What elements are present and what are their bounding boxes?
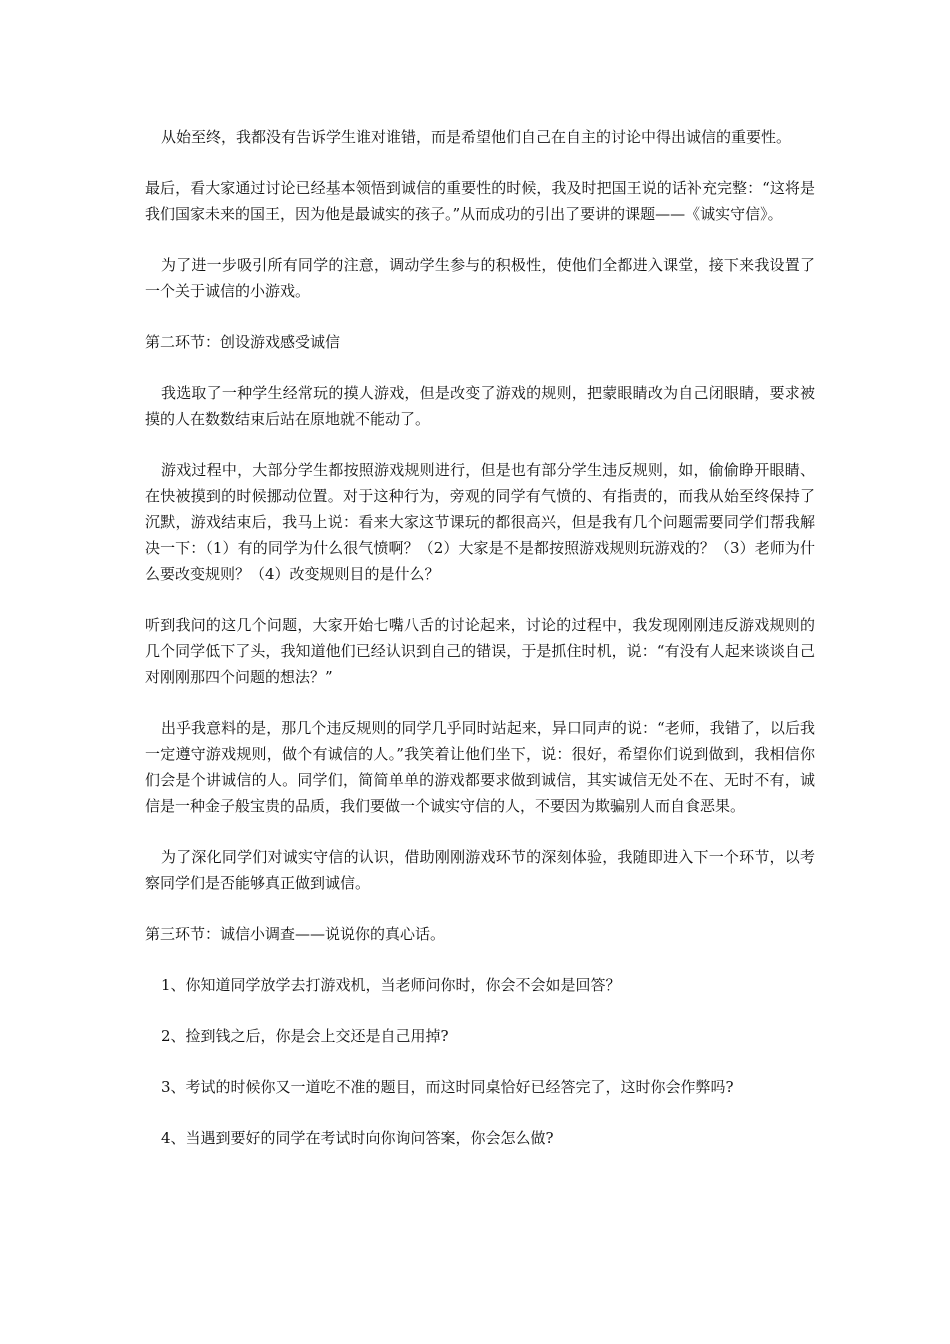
paragraph-gap: [145, 947, 815, 972]
paragraph-gap: [145, 690, 815, 715]
survey-question-3: 3、考试的时候你又一道吃不准的题目，而这时同桌恰好已经答完了，这时你会作弊吗?: [161, 1078, 734, 1096]
paragraph-gap: [145, 587, 815, 612]
paragraph-8: 为了深化同学们对诚实守信的认识，借助刚刚游戏环节的深刻体验，我随即进入下一个环节，以考察同学们是否能够真正做到诚信。: [145, 848, 815, 892]
survey-question-1: 1、你知道同学放学去打游戏机，当老师问你时，你会不会如是回答？: [161, 976, 621, 994]
paragraph-gap: [145, 896, 815, 921]
paragraph-gap: [145, 819, 815, 844]
paragraph-2: 最后，看大家通过讨论已经基本领悟到诚信的重要性的时候，我及时把国王说的话补充完整：“这将是我们国家未来的国王，因为他是最诚实的孩子。”从而成功的引出了要讲的课题——《诚实守信》。: [145, 179, 815, 223]
paragraph-1: 从始至终，我都没有告诉学生谁对谁错，而是希望他们自己在自主的讨论中得出诚信的重要性。: [161, 128, 792, 146]
paragraph-5: 游戏过程中，大部分学生都按照游戏规则进行，但是也有部分学生违反规则，如，偷偷睁开眼睛、在快被摸到的时候挪动位置。对于这种行为，旁观的同学有气愤的、有指责的，而我从始至终保持了沉默，游戏结束后，我马上说：看来大家这节课玩的都很高兴，但是我有几个问题需要同学们帮我解决一下：（1）有的同学为什么很气愤啊？（2）大家是不是都按照游戏规则玩游戏的？（3）老师为什么要改变规则？（4）改变规则目的是什么？: [145, 461, 815, 583]
paragraph-gap: [145, 304, 815, 329]
survey-question-2: 2、捡到钱之后，你是会上交还是自己用掉?: [161, 1027, 449, 1045]
paragraph-gap: [145, 227, 815, 252]
paragraph-gap: [145, 1100, 815, 1125]
section-heading-3: 第三环节：诚信小调查——说说你的真心话。: [145, 925, 446, 943]
paragraph-gap: [145, 998, 815, 1023]
paragraph-gap: [145, 1049, 815, 1074]
paragraph-4: 我选取了一种学生经常玩的摸人游戏，但是改变了游戏的规则，把蒙眼睛改为自己闭眼睛，要求被摸的人在数数结束后站在原地就不能动了。: [145, 384, 815, 428]
paragraph-3: 为了进一步吸引所有同学的注意，调动学生参与的积极性，使他们全都进入课堂，接下来我设置了一个关于诚信的小游戏。: [145, 256, 815, 300]
paragraph-7: 出乎我意料的是，那几个违反规则的同学几乎同时站起来，异口同声的说：“老师，我错了，以后我一定遵守游戏规则，做个有诚信的人。”我笑着让他们坐下，说：很好，希望你们说到做到，我相信你们会是个讲诚信的人。同学们，简简单单的游戏都要求做到诚信，其实诚信无处不在、无时不有，诚信是一种金子般宝贵的品质，我们要做一个诚实守信的人，不要因为欺骗别人而自食恶果。: [145, 719, 815, 815]
paragraph-6: 听到我问的这几个问题，大家开始七嘴八舌的讨论起来，讨论的过程中，我发现刚刚违反游戏规则的几个同学低下了头，我知道他们已经认识到自己的错误，于是抓住时机，说：“有没有人起来谈谈自己对刚刚那四个问题的想法？”: [145, 616, 815, 686]
paragraph-gap: [145, 150, 815, 175]
paragraph-gap: [145, 432, 815, 457]
section-heading-2: 第二环节：创设游戏感受诚信: [145, 333, 341, 351]
document-page: [145, 124, 815, 1151]
paragraph-gap: [145, 355, 815, 380]
survey-question-4: 4、当遇到要好的同学在考试时向你询问答案，你会怎么做?: [161, 1129, 554, 1147]
